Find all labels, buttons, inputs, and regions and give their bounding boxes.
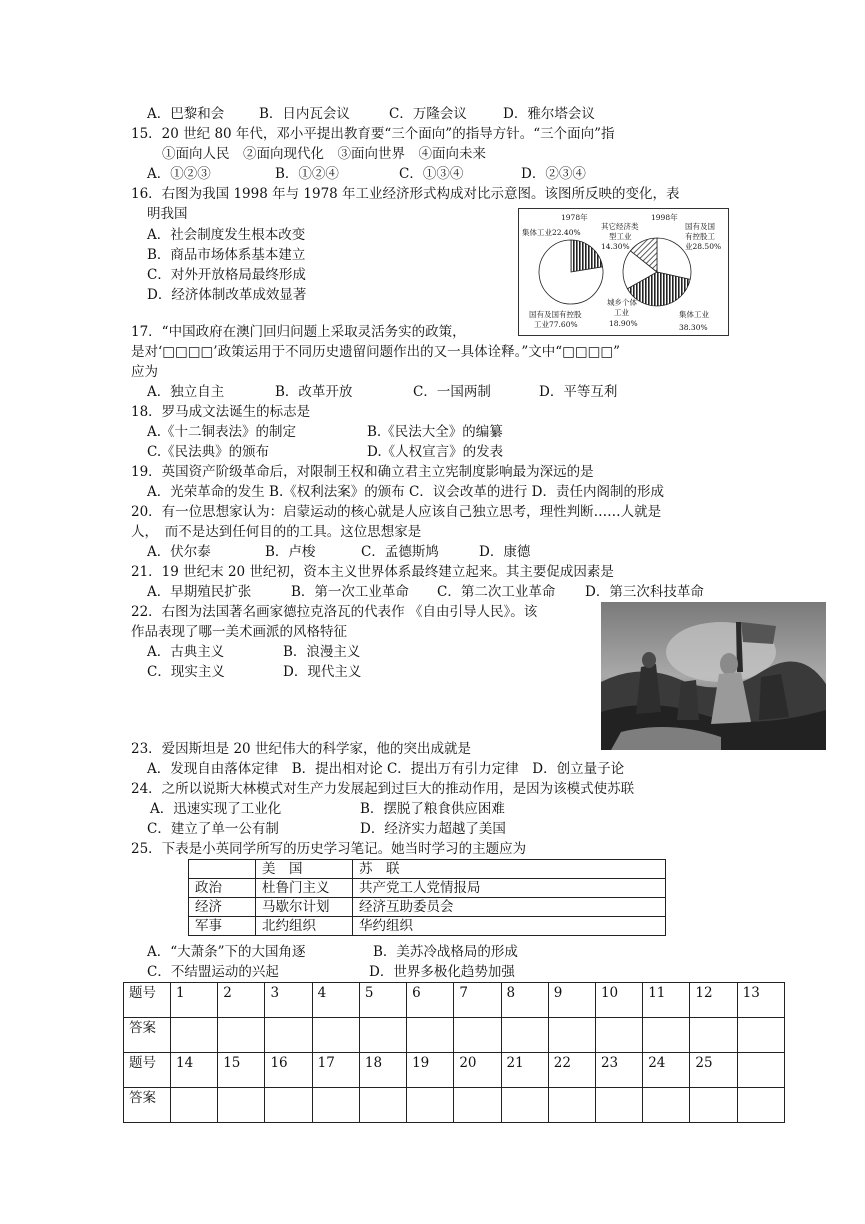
table-cell: 经济 — [189, 898, 256, 917]
option: D．经济体制改革成效显著 — [147, 287, 307, 303]
table-cell: 华约组织 — [353, 917, 666, 936]
question-stem: 明我国 — [147, 206, 188, 222]
answer-cell[interactable] — [548, 1088, 595, 1123]
answer-cell[interactable] — [359, 1088, 406, 1123]
table-cell: 美 国 — [256, 860, 353, 879]
q22-options-row1 — [147, 643, 360, 662]
answer-cell[interactable] — [218, 1088, 265, 1123]
option: B．①②④ — [275, 166, 339, 182]
table-row — [124, 983, 785, 1018]
option: B．商品市场体系基本建立 — [147, 247, 306, 263]
table-cell: 共产党工人党情报局 — [353, 879, 666, 898]
option: B．美苏冷战格局的形成 — [373, 944, 518, 960]
question-number-cell: 2 — [218, 983, 265, 1018]
answer-cell[interactable] — [595, 1018, 642, 1053]
question-items: ①面向人民 ②面向现代化 ③面向世界 ④面向未来 — [162, 146, 486, 162]
table-cell: 政治 — [189, 879, 256, 898]
study-notes-table — [188, 859, 666, 936]
answer-cell[interactable] — [265, 1018, 312, 1053]
answer-cell[interactable] — [501, 1018, 548, 1053]
slice-label: 18.90% — [609, 319, 638, 328]
option: B．卢梭 — [265, 544, 316, 560]
answer-cell[interactable] — [737, 1088, 784, 1123]
q21-options — [147, 583, 704, 602]
question-number-cell: 1 — [171, 983, 218, 1018]
pie-chart-figure — [518, 208, 729, 336]
liberty-leading-the-people-painting — [601, 602, 826, 750]
option: D．第三次科技革命 — [585, 584, 704, 600]
answer-cell[interactable] — [643, 1088, 690, 1123]
pie-1978 — [539, 240, 603, 304]
answer-cell[interactable] — [171, 1018, 218, 1053]
question-stem: 应为 — [131, 364, 158, 380]
question-number-cell: 16 — [265, 1053, 312, 1088]
question-number-cell: 13 — [737, 983, 784, 1018]
slice-label: 工业77.60% — [534, 320, 578, 329]
option: A．独立自主 — [147, 384, 225, 400]
option: B．日内瓦会议 — [259, 106, 350, 122]
slice-label: 型工业 — [609, 232, 632, 241]
option: C．第二次工业革命 — [437, 584, 556, 600]
row-label: 题号 — [124, 983, 171, 1018]
answer-cell[interactable] — [737, 1018, 784, 1053]
table-row — [189, 898, 666, 917]
question-stem: 19．英国资产阶级革命后，对限制王权和确立君主立宪制度影响最为深远的是 — [131, 464, 594, 480]
table-cell: 杜鲁门主义 — [256, 879, 353, 898]
table-row — [189, 860, 666, 879]
question-number-cell: 5 — [359, 983, 406, 1018]
answer-cell[interactable] — [265, 1088, 312, 1123]
option: A．“大萧条”下的大国角逐 — [147, 944, 306, 960]
year-label-1998: 1998年 — [651, 213, 678, 222]
question-stem: 作品表现了哪一美术画派的风格特征 — [131, 624, 347, 640]
slice-label: 38.30% — [679, 323, 708, 332]
question-number-cell: 12 — [690, 983, 737, 1018]
q14-options — [147, 105, 595, 124]
answer-cell[interactable] — [454, 1088, 501, 1123]
answer-cell[interactable] — [454, 1018, 501, 1053]
option: A．迅速实现了工业化 — [150, 801, 282, 817]
table-cell: 经济互助委员会 — [353, 898, 666, 917]
question-stem: 24．之所以说斯大林模式对生产力发展起到过巨大的推动作用，是因为该模式使苏联 — [131, 781, 635, 797]
q15-options — [147, 165, 586, 184]
answer-cell[interactable] — [548, 1018, 595, 1053]
answer-cell[interactable] — [312, 1088, 359, 1123]
question-number-cell: 9 — [548, 983, 595, 1018]
question-number-cell: 7 — [454, 983, 501, 1018]
answer-cell[interactable] — [690, 1088, 737, 1123]
answer-cell[interactable] — [171, 1088, 218, 1123]
q22-options-row2 — [147, 663, 361, 682]
question-number-cell: 15 — [218, 1053, 265, 1088]
option: D．平等互利 — [539, 384, 618, 400]
slice-label: 其它经济类 — [601, 222, 639, 231]
option: A．古典主义 — [147, 644, 225, 660]
answer-cell[interactable] — [643, 1018, 690, 1053]
question-stem: 23．爱因斯坦是 20 世纪伟大的科学家，他的突出成就是 — [131, 741, 471, 757]
row-label: 题号 — [124, 1053, 171, 1088]
question-number-cell: 22 — [548, 1053, 595, 1088]
answer-cell[interactable] — [407, 1018, 454, 1053]
option: D．现代主义 — [283, 664, 362, 680]
option: B．浪漫主义 — [283, 644, 361, 660]
question-number-cell — [737, 1053, 784, 1088]
option: C.《民法典》的颁布 — [147, 444, 270, 460]
question-stem: 25．下表是小英同学所写的历史学习笔记。她当时学习的主题应为 — [131, 841, 527, 857]
option: C．万隆会议 — [389, 106, 467, 122]
q25-options-row2 — [147, 963, 515, 982]
table-row — [189, 879, 666, 898]
question-stem: 15．20 世纪 80 年代，邓小平提出教育要“三个面向”的指导方针。“三个面向”指 — [131, 126, 615, 142]
table-cell: 马歇尔计划 — [256, 898, 353, 917]
slice-label: 城乡个体 — [607, 298, 637, 307]
answer-cell[interactable] — [407, 1088, 454, 1123]
option: A．巴黎和会 — [147, 106, 225, 122]
q24-options-row2 — [147, 820, 506, 839]
answer-cell[interactable] — [690, 1018, 737, 1053]
question-number-cell: 4 — [312, 983, 359, 1018]
question-number-cell: 10 — [595, 983, 642, 1018]
question-number-cell: 17 — [312, 1053, 359, 1088]
option-line: A．发现自由落体定律 B．提出相对论 C．提出万有引力定律 D．创立量子论 — [147, 761, 625, 777]
answer-grid — [123, 982, 785, 1123]
q20-options — [147, 543, 530, 562]
option: D.《人权宣言》的发表 — [367, 444, 504, 460]
slice-label: 业28.50% — [685, 242, 722, 251]
table-cell: 苏 联 — [353, 860, 666, 879]
q17-options — [147, 383, 617, 402]
question-stem: 22．右图为法国著名画家德拉克洛瓦的代表作 《自由引导人民》。该 — [131, 604, 538, 620]
option: B.《民法大全》的编纂 — [367, 424, 503, 440]
answer-cell[interactable] — [359, 1018, 406, 1053]
option: C．孟德斯鸠 — [361, 544, 439, 560]
year-label-1978: 1978年 — [561, 213, 588, 222]
question-stem: 16．右图为我国 1998 年与 1978 年工业经济形式构成对比示意图。该图所反映的变化，表 — [131, 186, 680, 202]
q18-options-row1 — [147, 423, 503, 442]
option: B．第一次工业革命 — [291, 584, 409, 600]
option: B．改革开放 — [275, 384, 353, 400]
question-number-cell: 25 — [690, 1053, 737, 1088]
question-stem: 17．“中国政府在澳门回归问题上采取灵活务实的政策， — [131, 324, 466, 340]
option: C．建立了单一公有制 — [147, 821, 279, 837]
q18-options-row2 — [147, 443, 503, 462]
question-stem: 18．罗马成文法诞生的标志是 — [131, 404, 311, 420]
row-label: 答案 — [124, 1088, 171, 1123]
option-line: A．光荣革命的发生 B.《权利法案》的颁布 C．议会改革的进行 D．责任内阁制的形成 — [147, 484, 664, 500]
slice-label: 有控股工 — [685, 232, 715, 241]
answer-cell[interactable] — [501, 1088, 548, 1123]
table-row — [189, 917, 666, 936]
q24-options-row1 — [150, 800, 505, 819]
slice-label: 工业 — [614, 308, 629, 317]
question-number-cell: 21 — [501, 1053, 548, 1088]
question-number-cell: 3 — [265, 983, 312, 1018]
option: A．社会制度发生根本改变 — [147, 227, 306, 243]
table-row — [124, 1088, 785, 1123]
q25-options-row1 — [147, 943, 518, 962]
option: A．早期殖民扩张 — [147, 584, 252, 600]
row-label: 答案 — [124, 1018, 171, 1053]
slice-label: 14.30% — [601, 242, 630, 251]
option: A．伏尔泰 — [147, 544, 211, 560]
question-number-cell: 8 — [501, 983, 548, 1018]
answer-cell[interactable] — [595, 1088, 642, 1123]
pie-1998 — [623, 238, 691, 306]
question-number-cell: 24 — [643, 1053, 690, 1088]
question-stem: 人， 而不是达到任何目的的工具。这位思想家是 — [131, 524, 422, 540]
answer-cell[interactable] — [312, 1018, 359, 1053]
table-cell: 北约组织 — [256, 917, 353, 936]
table-cell — [189, 860, 256, 879]
slice-label: 国有及国 — [685, 222, 715, 231]
option: C．一国两制 — [413, 384, 491, 400]
option: D．康德 — [479, 544, 531, 560]
question-stem: 21．19 世纪末 20 世纪初，资本主义世界体系最终建立起来。其主要促成因素是 — [131, 564, 614, 580]
option: D．经济实力超越了美国 — [360, 821, 506, 837]
question-number-cell: 14 — [171, 1053, 218, 1088]
option: A.《十二铜表法》的制定 — [147, 424, 297, 440]
table-row — [124, 1018, 785, 1053]
option: B．摆脱了粮食供应困难 — [360, 801, 505, 817]
option: D．②③④ — [521, 166, 586, 182]
option: C．对外开放格局最终形成 — [147, 267, 306, 283]
question-number-cell: 20 — [454, 1053, 501, 1088]
question-stem: 20．有一位思想家认为：启蒙运动的核心就是人应该自己独立思考，理性判断……人就是 — [131, 504, 662, 520]
slice-label: 集体工业22.40% — [522, 228, 581, 237]
option: C．不结盟运动的兴起 — [147, 964, 279, 980]
question-number-cell: 18 — [359, 1053, 406, 1088]
option: D．世界多极化趋势加强 — [369, 964, 515, 980]
option: C．①③④ — [399, 166, 464, 182]
question-number-cell: 19 — [407, 1053, 454, 1088]
question-number-cell: 6 — [407, 983, 454, 1018]
table-row — [124, 1053, 785, 1088]
question-number-cell: 23 — [595, 1053, 642, 1088]
question-stem: 是对‘□□□□’政策运用于不同历史遗留问题作出的又一具体诠释。”文中“□□□□” — [131, 344, 621, 360]
slice-label: 国有及国有控股 — [529, 310, 582, 319]
slice-label: 集体工业 — [679, 310, 709, 319]
option: C．现实主义 — [147, 664, 225, 680]
option: A．①②③ — [147, 166, 211, 182]
answer-cell[interactable] — [218, 1018, 265, 1053]
option: D．雅尔塔会议 — [503, 106, 595, 122]
question-number-cell: 11 — [643, 983, 690, 1018]
table-cell: 军事 — [189, 917, 256, 936]
